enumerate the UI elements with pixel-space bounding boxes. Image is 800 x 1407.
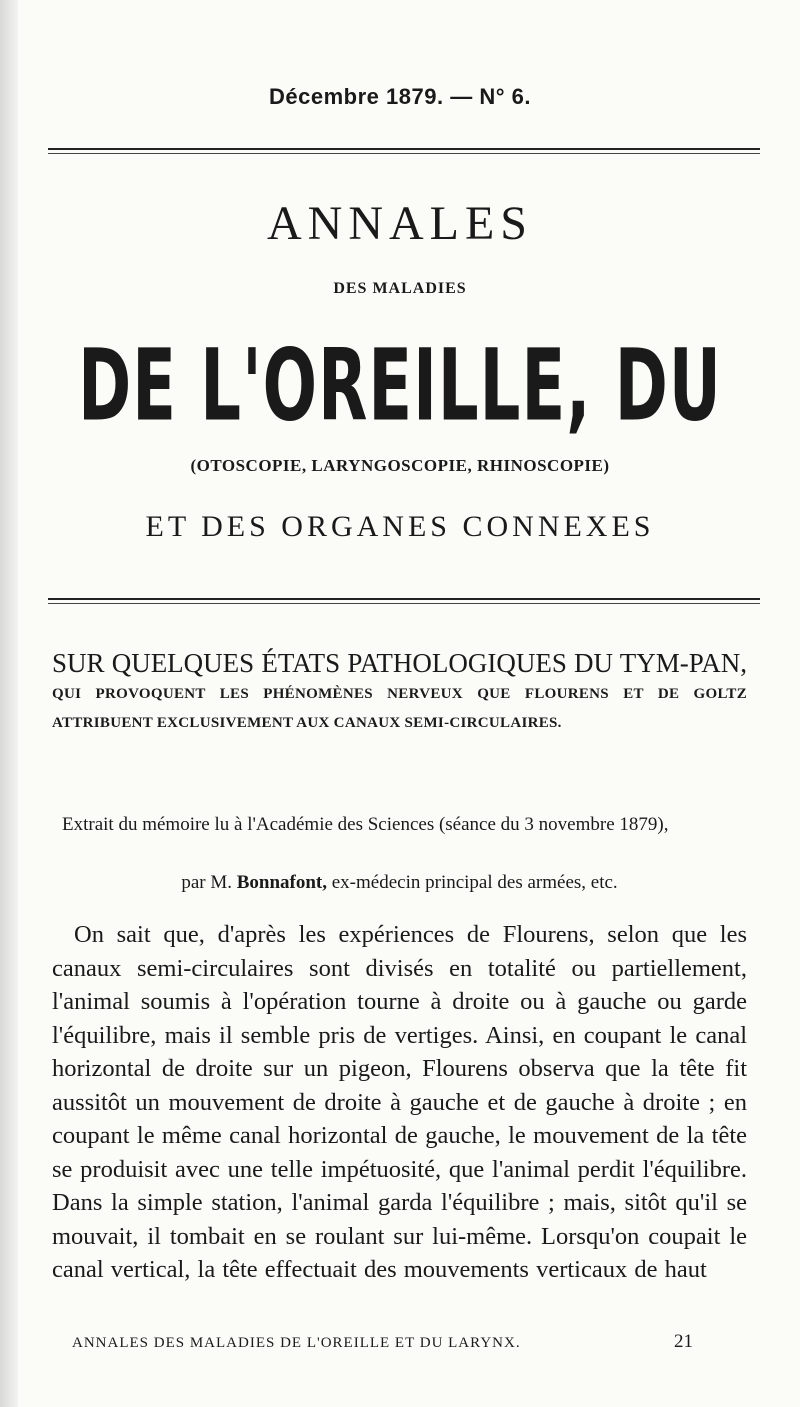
- author-name: Bonnafont,: [236, 872, 327, 893]
- article-extract-note: Extrait du mémoire lu à l'Académie des Sciences (séance du 3 novembre 1879),: [62, 814, 669, 835]
- byline-prefix: par M.: [181, 872, 232, 893]
- byline-suffix: ex-médecin principal des armées, etc.: [331, 872, 618, 893]
- running-footer: ANNALES DES MALADIES DE L'OREILLE ET DU LARYNX.: [72, 1335, 521, 1351]
- issue-header: Décembre 1879. — N° 6.: [269, 84, 531, 109]
- article-byline: [52, 872, 747, 894]
- journal-subtitle: (OTOSCOPIE, LARYNGOSCOPIE, RHINOSCOPIE): [190, 456, 610, 475]
- page-number: 21: [674, 1331, 693, 1352]
- article-title-rest: QUI PROVOQUENT LES PHÉNOMÈNES NERVEUX QUE FLOURENS ET DE GOLTZ ATTRIBUENT EXCLUSIVEMENT AUX CANAUX SEMI-CIRCULAIRES.: [52, 686, 747, 731]
- masthead-rule: [48, 598, 760, 600]
- header-rule: [48, 148, 760, 150]
- journal-title-annales: ANNALES: [267, 197, 533, 250]
- journal-title-main: DE L'OREILLE, DU: [78, 329, 722, 445]
- article-body: On sait que, d'après les expériences de Flourens, selon que les canaux semi-circulaires sont divisés en totalité ou partiellement, l'animal soumis à l'opération tourne à droite ou à gauche ou garde l'équilibre, mais il semble pris de vertiges. Ainsi, en coupant le canal horizontal de droite sur un pigeon, Flourens observa que la tête fit aussitôt un mouvement de droite à gauche et de gauche à droite ; en coupant le même canal horizontal de gauche, le mouvement de la tête se produisit avec une telle impétuosité, que l'animal perdit l'équilibre. Dans la simple station, l'animal garda l'équilibre ; mais, sitôt qu'il se mouvait, il tombait en se roulant sur lui-même. Lorsqu'on coupait le canal vertical, la tête effectuait des mouvements verticaux de haut: [52, 921, 747, 1283]
- article-title-lead: SUR QUELQUES ÉTATS PATHOLOGIQUES DU TYM-PAN,: [52, 648, 747, 678]
- article-title: [52, 650, 747, 736]
- journal-title-des-maladies: DES MALADIES: [333, 280, 467, 297]
- journal-title-connexes: ET DES ORGANES CONNEXES: [145, 510, 655, 543]
